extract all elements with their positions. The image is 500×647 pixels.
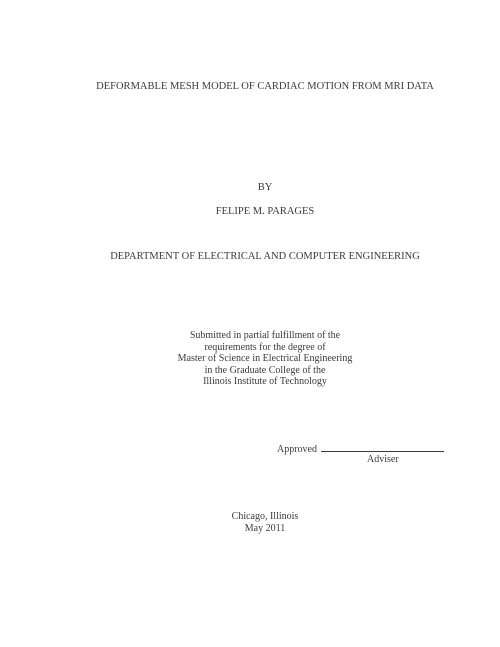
approved-label: Approved — [277, 444, 317, 455]
author-name: FELIPE M. PARAGES — [215, 206, 315, 217]
place-and-date — [0, 511, 500, 534]
submission-statement — [0, 330, 500, 388]
submission-line: in the Graduate College of the — [204, 364, 326, 376]
location-text: Chicago, Illinois — [231, 511, 299, 522]
submission-line: requirements for the degree of — [204, 341, 326, 353]
submission-line: Illinois Institute of Technology — [203, 376, 327, 387]
thesis-title: DEFORMABLE MESH MODEL OF CARDIAC MOTION FROM MRI DATA — [96, 81, 434, 92]
by-label: BY — [257, 182, 273, 193]
department-name: DEPARTMENT OF ELECTRICAL AND COMPUTER ENGINEERING — [110, 251, 420, 262]
submission-line: Submitted in partial fulfillment of the — [189, 330, 341, 341]
signature-line — [321, 442, 444, 452]
approval-signature-row — [277, 442, 444, 456]
adviser-label: Adviser — [367, 454, 399, 465]
submission-line: Master of Science in Electrical Engineering — [177, 353, 353, 364]
date-text: May 2011 — [244, 522, 286, 534]
